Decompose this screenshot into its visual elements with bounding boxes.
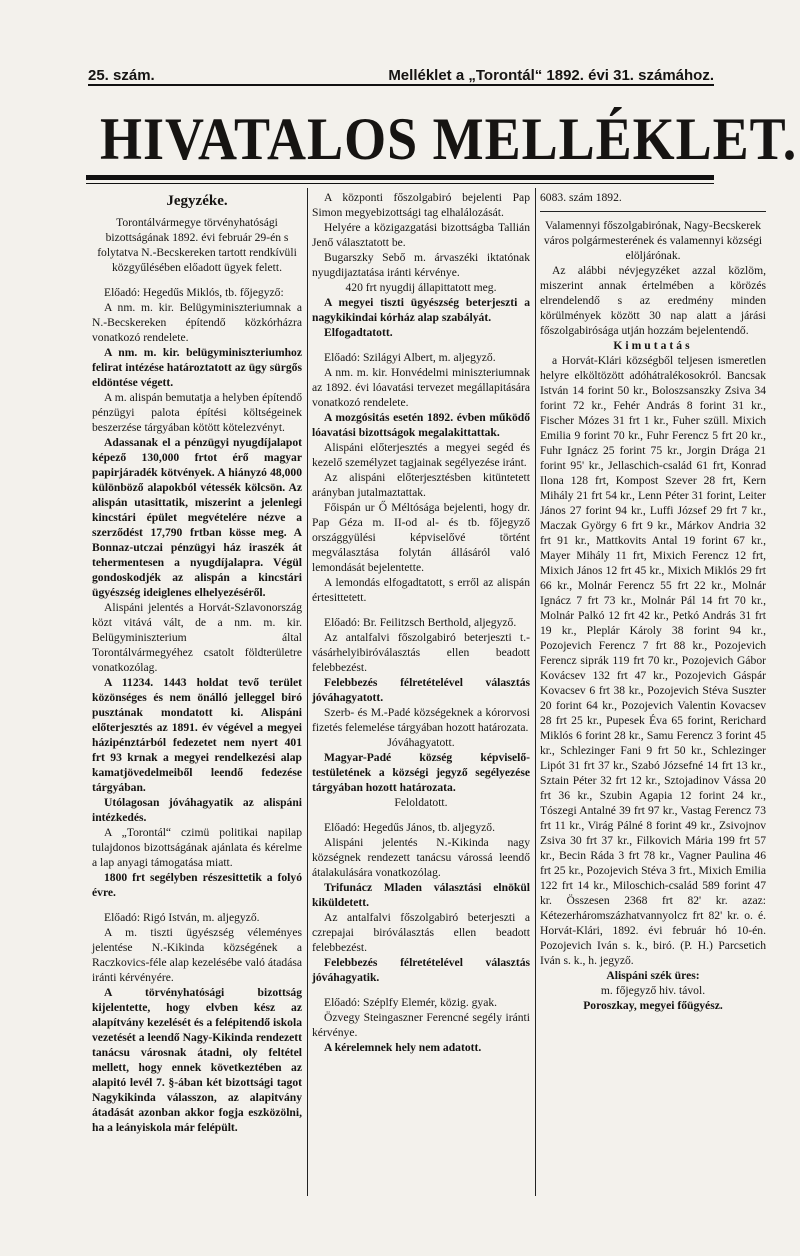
paragraph: Az alispáni előterjesztésben kitüntetett arányban jutalmaztattak.	[312, 471, 530, 499]
paragraph: A m. alispán bemutatja a helyben építendő pénzügyi palota építési költségeinek beszerzése tárgyában kötött kötelezvényt.	[92, 391, 302, 434]
supplement-label: Melléklet a „Torontál“ 1892. évi 31. számához.	[388, 67, 714, 84]
paragraph: Utólagosan jóváhagyatik az alispáni intézkedés.	[92, 796, 302, 824]
column-3	[540, 190, 766, 1013]
column-divider	[307, 188, 308, 1196]
paragraph: Felebbezés félretételével választás jóváhagyatik.	[312, 956, 530, 984]
column-divider	[535, 188, 536, 1196]
title-rule-thin	[86, 183, 714, 184]
signature: Poroszkay, megyei főügyész.	[583, 999, 723, 1012]
document-number: 6083. szám 1892.	[540, 191, 622, 204]
paragraph: Az antalfalvi főszolgabiró beterjeszti a czrepajai biróválasztás ellen beadott felebbezést.	[312, 911, 530, 954]
paragraph: Feloldatott.	[394, 796, 448, 809]
paragraph: Alispáni jelentés a Horvát-Szlavonország közt vitává vált, de a nm. m. kir. Belügyminiszterium által Torontálvármegyéhez csatolt földterületre vonatkozólag.	[92, 601, 302, 674]
paragraph: A 11234. 1443 holdat tevő terület közönséges és nem önálló jelleggel biró pusztának mondatott ki. Alispáni előterjesztés az 1891. év végével a megyei házipénztárból fedezetet nem nyert 401 frt 93 krnak a megyei rendelkezési alap kamatjövedelmeiből leendő fedezése tárgyában.	[92, 676, 302, 794]
paragraph: A lemondás elfogadtatott, s erről az alispán értesittetett.	[312, 576, 530, 604]
addressee: Valamennyi főszolgabirónak, Nagy-Becskerek város polgármesterének és valamennyi községi elöljárónak.	[543, 219, 763, 262]
paragraph: A nm. m. kir. belügyminiszteriumhoz felirat intézése határoztatott az ügy sürgős eldöntése végett.	[92, 346, 302, 389]
paragraph: Alispáni előterjesztés a megyei segéd és kezelő személyzet tagjainak segélyezése iránt.	[312, 441, 530, 469]
paragraph: Szerb- és M.-Padé községeknek a kórorvosi fizetés felemelése tárgyában hozott határozata.	[312, 706, 530, 734]
speaker-line: Előadó: Hegedűs János, tb. aljegyző.	[324, 821, 495, 834]
speaker-line: Előadó: Széplfy Elemér, közig. gyak.	[324, 996, 498, 1009]
paragraph: Magyar-Padé község képviselő-testületének a községi jegyző segélyezése tárgyában hozott határozata.	[312, 751, 530, 794]
paragraph: A központi főszolgabiró bejelenti Pap Simon megyebizottsági tag elhalálozását.	[312, 191, 530, 219]
paragraph: A nm. m. kir. Honvédelmi miniszteriumnak az 1892. évi lóavatási tervezet megállapitására vonatkozó rendelete.	[312, 366, 530, 409]
page-title: HIVATALOS MELLÉKLET.	[100, 105, 798, 173]
speaker-line: Előadó: Hegedűs Miklós, tb. főjegyző:	[104, 286, 284, 299]
paragraph: A nm. m. kir. Belügyminiszteriumnak a N.-Becskereken építendő közkórházra vonatkozó rendelete.	[92, 301, 302, 344]
list-heading: Jegyzéke.	[166, 193, 228, 209]
paragraph: Torontálvármegye törvényhatósági bizottságának 1892. évi február 29-én s folytatva N.-Becskereken tartott rendkívüli közgyűlésében előadott ügyek felett.	[97, 216, 297, 274]
paragraph: A mozgósitás esetén 1892. évben működő lóavatási bizottságok megalakittattak.	[312, 411, 530, 439]
paragraph: A törvényhatósági bizottság kijelentette, hogy elvben kész az alapítvány kezelését és a felépitendő iskola vezetését a leendő Nagy-Kikinda rendezett tanácsu városnak átadni, oly feltétel mellett, hogy ennek következtében az alapitó levél 7. §-ában két bizottsági tagot Nagykikinda válasszon, az alapitvány átadását azonban akkor fogja eszközölni, ha a leányiskola már felépült.	[92, 986, 302, 1134]
paragraph: A „Torontál“ czimü politikai napilap tulajdonos bizottságának ajánlata és kérelme a lap anyagi támogatása miatt.	[92, 826, 302, 869]
paragraph: a Horvát-Klári községből teljesen ismeretlen helyre elköltözött adóhátralékosokról. Bancsak István 14 forint 50 kr., Boloszsanszky Zsiva 34 forint 72 kr., Fehér András 8 forint 31 kr., Fischer Mózes 31 frt 1 kr., Fuher szüll. Mixich Emilia 9 forint 70 kr., Fuhr Ferencz 5 frt 20 kr., Fuhr Ignácz 25 forint 75 kr., Jorgin Drága 21 forint 95' kr., Jellaschich-család 61 frt, Konrad Ilona 128 frt, Kompost Szever 28 frt, Kern Mihály 21 frt 54 kr., Lenn Péter 31 forint, Leiter János 27 forint 94 kr., Luffi József 29 frt 7 kr., Maczak György 6 frt 9 kr., Márkov Andria 32 frt 91 kr., Mattkovits Antal 19 forint 67 kr., Mayer Mihály 11 frt, Mixich Ferencz 12 frt, Mixich János 12 frt 45 kr., Mixich Miklós 29 frt 66 kr., Molnár Ferencz 55 frt 22 kr., Molnár Ignácz 7 frt 73 kr., Molnár Pál 14 frt 70 kr., Molnár Palkó 12 frt 42 kr., Petkó András 31 frt 19 kr., Pleplár Károly 38 forint 94 kr., Pozojevich Ferencz 7 frt 88 kr., Pozojevich Ferencz siprák 119 frt 70 kr., Pozojevich Gábor Kovácsev 132 frt 47 kr., Pozojevich Gáspár Kovacsev 6 frt 38 kr., Pozojevich Stéva Suszter 20 forint 64 kr., Pozojevich Valentin Kovacsev 28 frt 25 kr., Pupesek Éva 65 forint, Rerichard Miklós 6 forint 28 kr., Samu Ferencz 3 forint 45 kr., Schlezinger Fani 9 frt 50 kr., Schlezinger Lipót 31 frt 37 kr., Szabó Józsefné 14 frt 13 kr., Sztain Péter 32 frt 12 kr., Sztojadinov Vássa 20 frt 36 kr., Szubin Agapia 12 forint 24 kr., Tószegi Antalné 39 frt 97 kr., Vastag Ferencz 73 frt 11 kr., Virág Pálné 8 forint 49 kr., Zsivojnov Zsiva 30 frt 37 kr., Filkovich Mária 199 frt 57 kr., Becin Ráda 3 frt 78 kr., Vagner Paulina 46 frt 25 kr., Pozojevich Stéva 3 frt., Mixich Emilia 122 frt 14 kr., Miloschich-család 589 forint 47 kr. Összesen 2368 frt 82' kr. azaz: Kétezerháromszázhatvannyolcz frt 82' kr. o. é. Horvát-Klári, 1892. évi február hó 10-én. Pozojevich Iván s. k., biró. (P. H.) Parcsetich Iván s. k., h. jegyző.	[540, 354, 766, 967]
column-1	[92, 190, 302, 1135]
paragraph: A megyei tiszti ügyészség beterjeszti a nagykikindai kórház alap szabályát.	[312, 296, 530, 324]
speaker-line: Előadó: Rigó István, m. aljegyző.	[104, 911, 260, 924]
signature: m. főjegyző hiv. távol.	[600, 984, 706, 997]
paragraph: Alispáni jelentés N.-Kikinda nagy községnek rendezett tanácsu várossá leendő átalakulására vonatkozólag.	[312, 836, 530, 879]
paragraph: Trifunácz Mladen választási elnökül kiküldetett.	[312, 881, 530, 909]
paragraph: Az alábbi névjegyzéket azzal közlöm, miszerint annak értelmében a körözés elrendelendő s az eredmény minden körülmények között 30 nap alatt a járási főszolgabirósága utján hozzám bejelentendő.	[540, 264, 766, 337]
page-header	[88, 62, 714, 86]
paragraph: 1800 frt segélyben részesittetik a folyó évre.	[92, 871, 302, 899]
paragraph: Özvegy Steingaszner Ferencné segély iránti kérvénye.	[312, 1011, 530, 1039]
paragraph: Főispán ur Ő Méltósága bejelenti, hogy dr. Pap Géza m. II-od al- és tb. főjegyző országgyülési képviselővé történt megválasztása folytán állásáról való lemondását bejelentette.	[312, 501, 530, 574]
paragraph: Felebbezés félretételével választás jóváhagyatott.	[312, 676, 530, 704]
signature: Alispáni szék üres:	[606, 969, 700, 982]
paragraph: Jóváhagyatott.	[387, 736, 455, 749]
speaker-line: Előadó: Szilágyi Albert, m. aljegyző.	[324, 351, 496, 364]
paragraph: Elfogadtatott.	[324, 326, 393, 339]
paragraph: 420 frt nyugdij állapittatott meg.	[345, 281, 497, 294]
speaker-line: Előadó: Br. Feilitzsch Berthold, aljegyző.	[324, 616, 517, 629]
paragraph: Helyére a közigazgatási bizottságba Tallián Jenő választatott be.	[312, 221, 530, 249]
paragraph: Adassanak el a pénzügyi nyugdíjalapot képező 130,000 frtot érő magyar papirjáradék kötvények. A hiányzó 48,000 különböző alapokból vétessék kölcsön. Az alispán utasittatik, miszerint a jelenlegi kincstári épület megvételére nézve a szerződést 17,790 frtban kösse meg. A Bonnaz-utczai pénzügyi ház iraszék át tehermentesen a nyugdíjalapra. Végül gondoskodjék az alispán a kincstári ügyészség ideiglenes elhelyezéséről.	[92, 436, 302, 599]
title-rule	[86, 175, 714, 180]
paragraph: Az antalfalvi főszolgabiró beterjeszti t.-vásárhelyibiróválasztás ellen beadott felebbezést.	[312, 631, 530, 674]
section-heading: Kimutatás	[613, 339, 693, 352]
paragraph: A m. tiszti ügyészség véleményes jelentése N.-Kikinda községének a Raczkovics-féle alap kezelésébe való átadása iránti kérvényére.	[92, 926, 302, 984]
issue-number: 25. szám.	[88, 67, 155, 84]
paragraph: Bugarszky Sebő m. árvaszéki iktatónak nyugdijaztatása iránti kérvénye.	[312, 251, 530, 279]
paragraph: A kérelemnek hely nem adatott.	[324, 1041, 482, 1054]
column-2	[312, 190, 530, 1055]
